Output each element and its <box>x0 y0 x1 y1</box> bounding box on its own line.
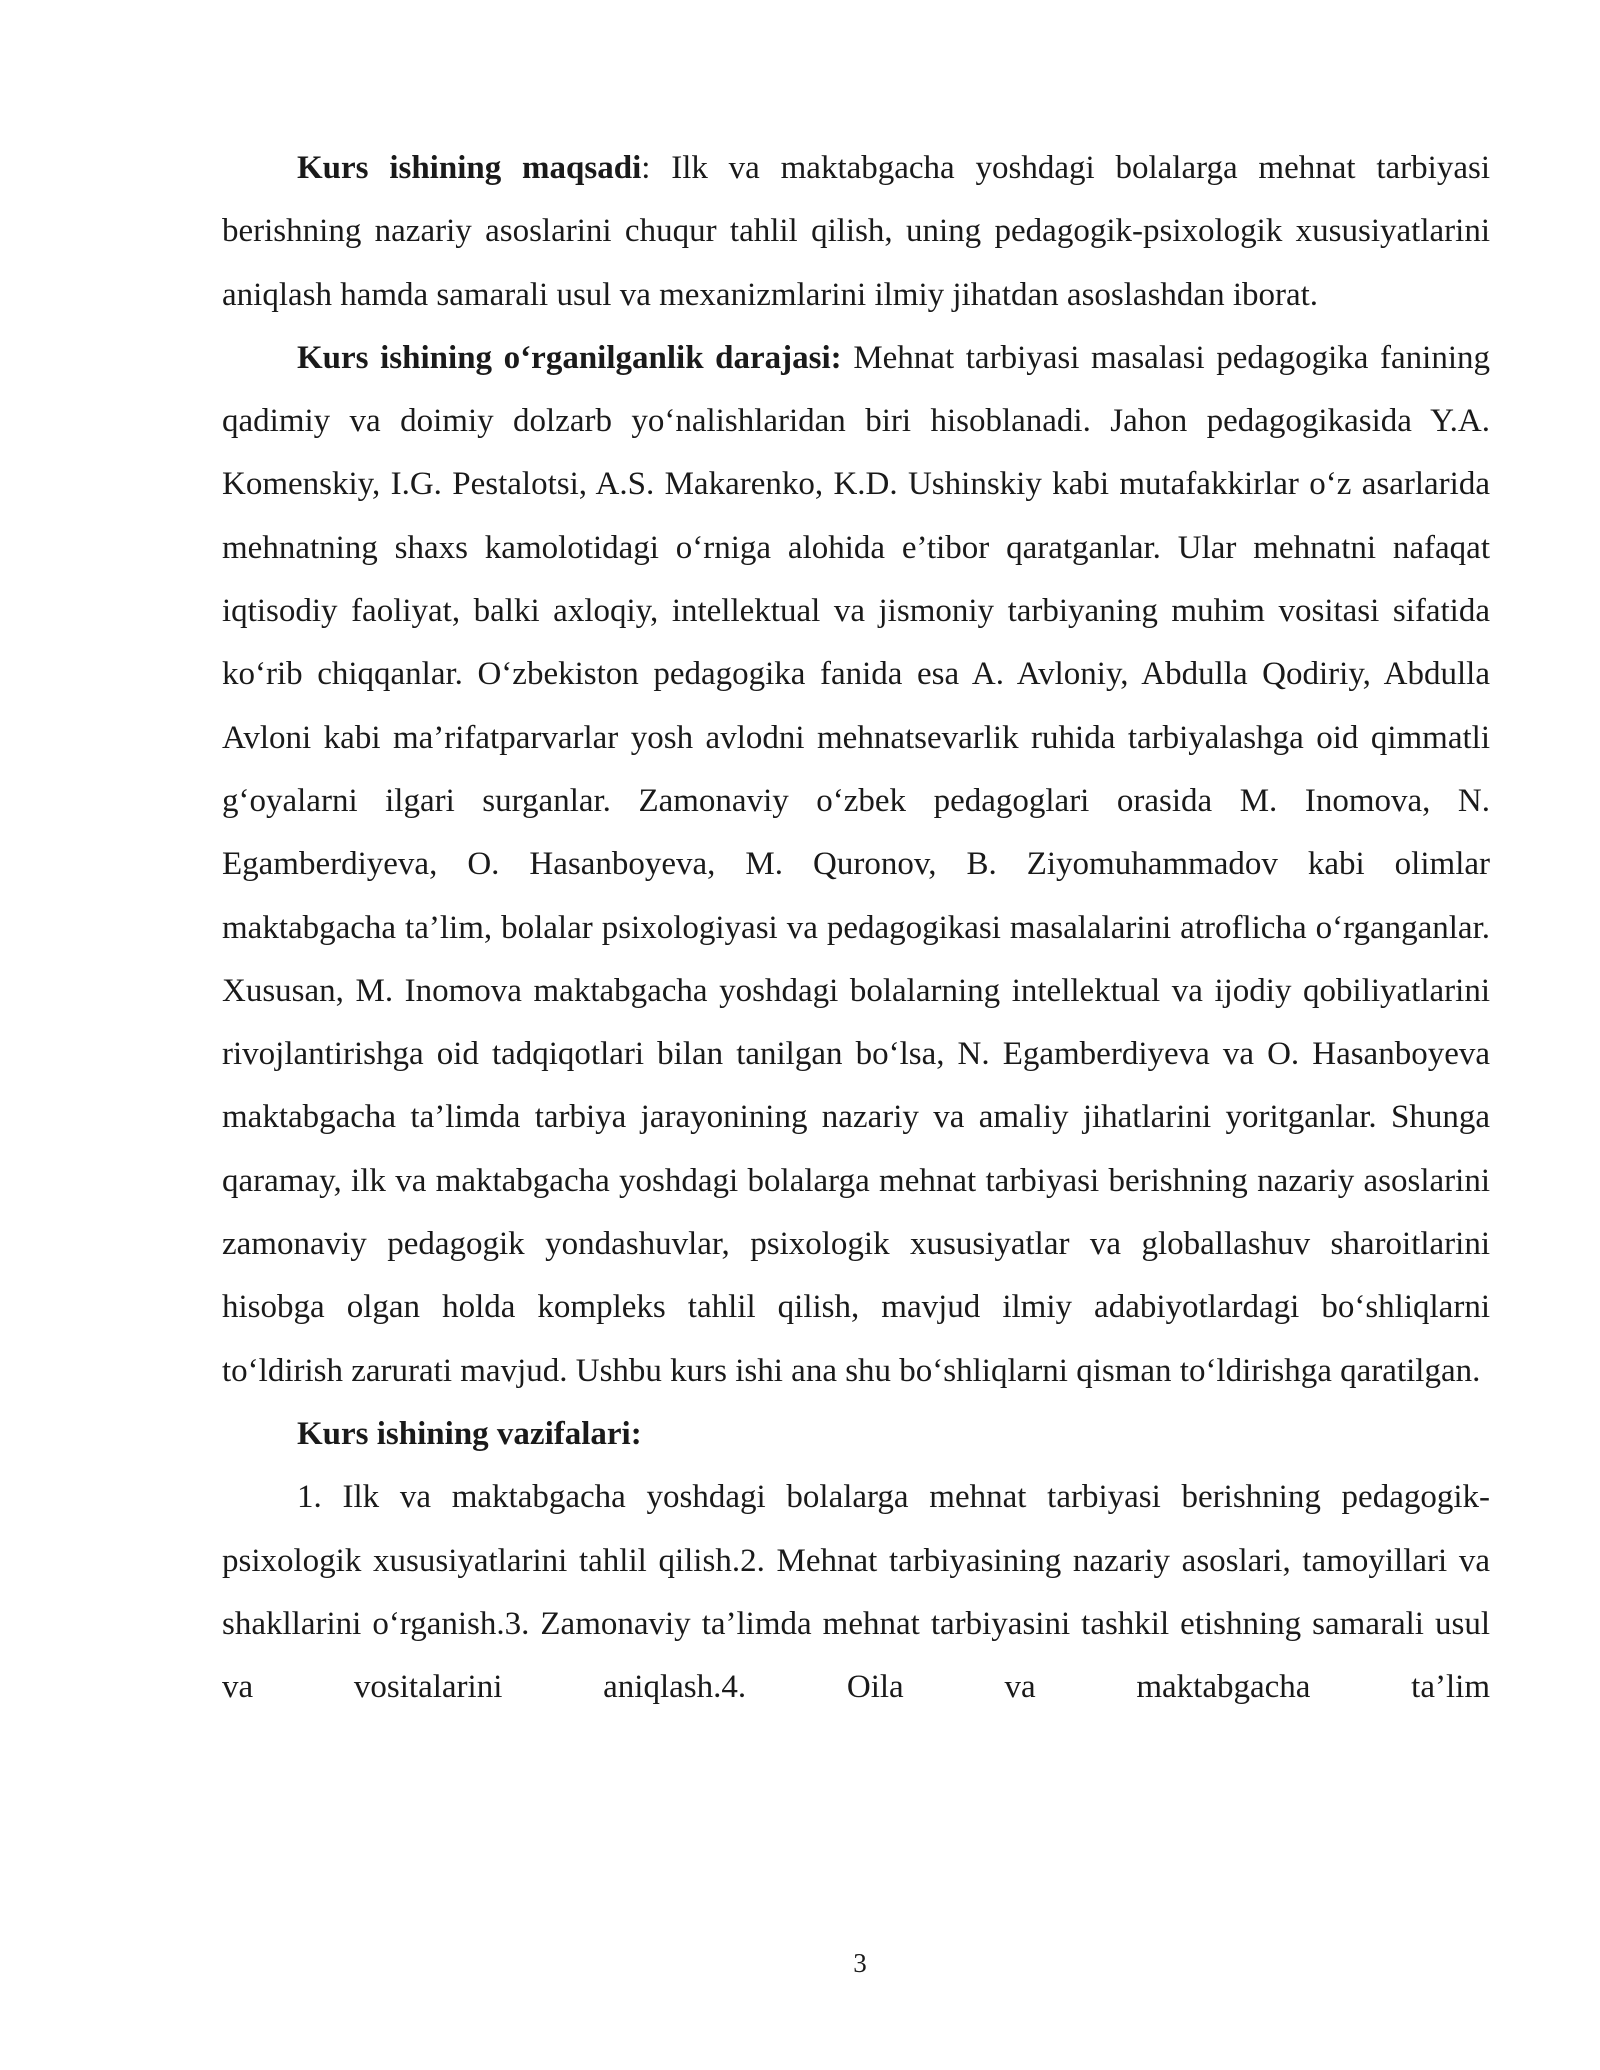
paragraph-study-level-text: Mehnat tarbiyasi masalasi pedagogika fanining qadimiy va doimiy dolzarb yo‘nalishlaridan biri hisoblanadi. Jahon pedagogikasida Y.A. Komenskiy, I.G. Pestalotsi, A.S. Makarenko, K.D. Ushinskiy kabi mutafakkirlar o‘z asarlarida mehnatning shaxs kamolotidagi o‘rniga alohida e’tibor qaratganlar. Ular mehnatni nafaqat iqtisodiy faoliyat, balki axloqiy, intellektual va jismoniy tarbiyaning muhim vositasi sifatida ko‘rib chiqqanlar. O‘zbekiston pedagogika fanida esa A. Avloniy, Abdulla Qodiriy, Abdulla Avloni kabi ma’rifatparvarlar yosh avlodni mehnatsevarlik ruhida tarbiyalashga oid qimmatli g‘oyalarni ilgari surganlar. Zamonaviy o‘zbek pedagoglari orasida M. Inomova, N. Egamberdiyeva, O. Hasanboyeva, M. Quronov, B. Ziyomuhammadov kabi olimlar maktabgacha ta’lim, bolalar psixologiyasi va pedagogikasi masalalarini atroflicha o‘rganganlar. Xususan, M. Inomova maktabgacha yoshdagi bolalarning intellektual va ijodiy qobiliyatlarini rivojlantirishga oid tadqiqotlari bilan tanilgan bo‘lsa, N. Egamberdiyeva va O. Hasanboyeva maktabgacha ta’limda tarbiya jarayonining nazariy va amaliy jihatlarini yoritganlar. Shunga qaramay, ilk va maktabgacha yoshdagi bolalarga mehnat tarbiyasi berishning nazariy asoslarini zamonaviy pedagogik yondashuvlar, psixologik xususiyatlar va globallashuv sharoitlarini hisobga olgan holda kompleks tahlil qilish, mavjud ilmiy adabiyotlardagi bo‘shliqlarni to‘ldirish zarurati mavjud. Ushbu kurs ishi ana shu bo‘shliqlarni qisman to‘ldirishga qaratilgan. <box>222 339 1491 1389</box>
paragraph-tasks-text: 1. Ilk va maktabgacha yoshdagi bolalarga mehnat tarbiyasi berishning pedagogik-psixologik xususiyatlarini tahlil qilish.2. Mehnat tarbiyasining nazariy asoslari, tamoyillari va shakllarini o‘rganish.3. Zamonaviy ta’limda mehnat tarbiyasini tashkil etishning samarali usul va vositalarini aniqlash.4. Oila va maktabgacha ta’lim <box>222 1479 1490 1706</box>
paragraph-goal-text: Ilk va maktabgacha yoshdagi bolalarga mehnat tarbiyasi berishning nazariy asoslarini chuqur tahlil qilish, uning pedagogik-psixologik xususiyatlarini aniqlash hamda samarali usul va mexanizmlarini ilmiy jihatdan asoslashdan iborat. <box>222 150 1490 313</box>
paragraph-tasks-list <box>222 1466 1490 1719</box>
heading-goal-colon: : <box>641 150 651 186</box>
paragraph-study-level <box>222 327 1490 1403</box>
page-number: 3 <box>853 1948 867 1978</box>
heading-goal: Kurs ishining maqsadi <box>297 150 642 186</box>
paragraph-goal <box>222 137 1490 327</box>
page-body <box>222 137 1490 1719</box>
heading-tasks: Kurs ishining vazifalari: <box>297 1415 642 1452</box>
paragraph-tasks-heading <box>222 1403 1490 1466</box>
heading-study-level: Kurs ishining o‘rganilganlik darajasi: <box>297 339 842 376</box>
